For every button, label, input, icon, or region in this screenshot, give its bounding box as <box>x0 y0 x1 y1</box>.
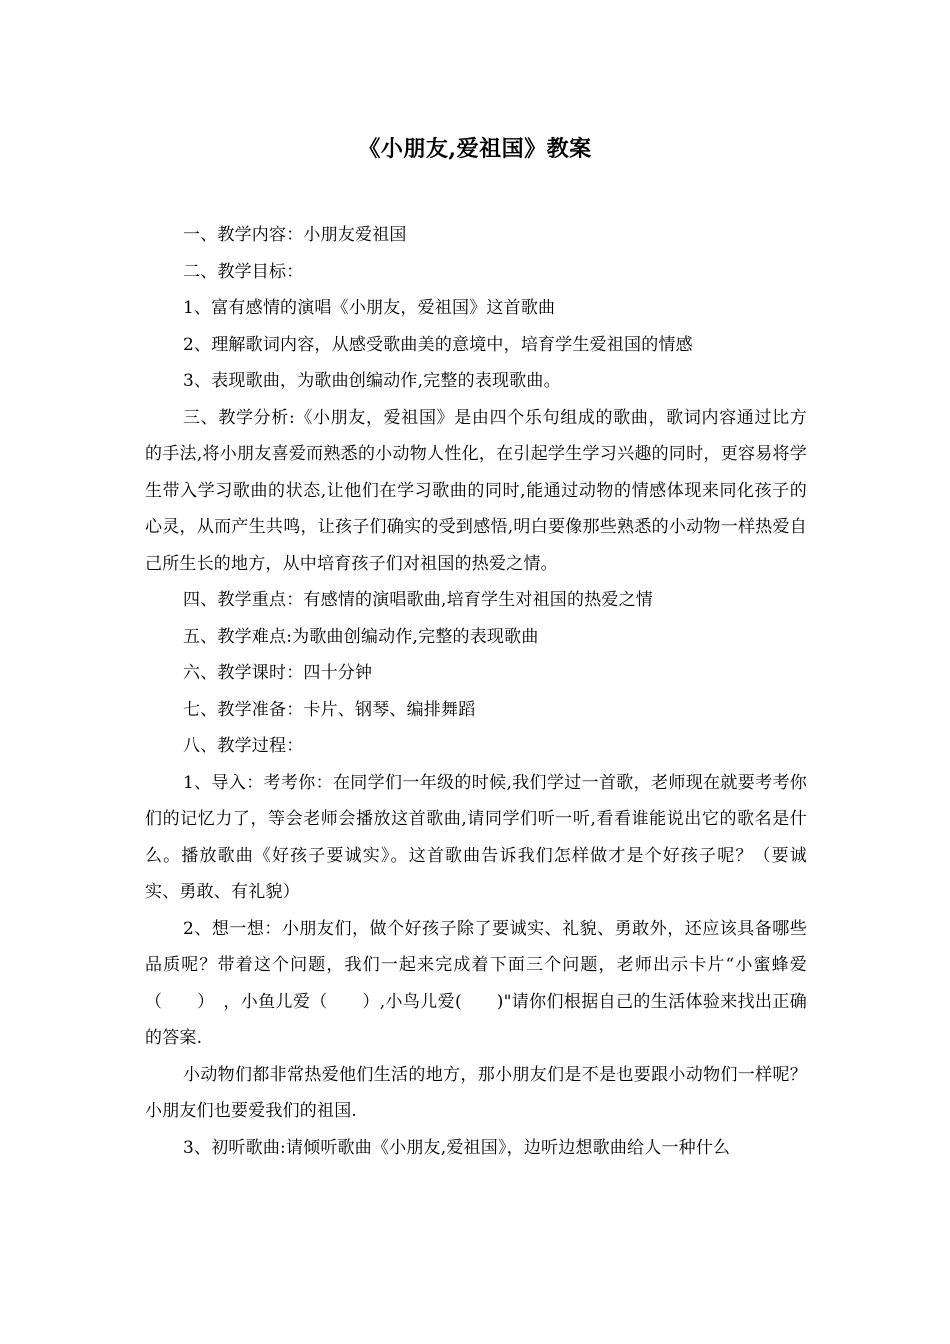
goal-3: 3、表现歌曲，为歌曲创编动作,完整的表现歌曲。 <box>183 371 561 391</box>
section-key-points: 四、教学重点：有感情的演唱歌曲,培育学生对祖国的热爱之情 <box>183 590 654 610</box>
section-content: 一、教学内容：小朋友爱祖国 <box>183 225 407 245</box>
section-goals-heading: 二、教学目标： <box>183 261 304 282</box>
process-step-3: 3、初听歌曲:请倾听歌曲《小朋友,爱祖国》，边听边想歌曲给人一种什么 <box>183 1137 731 1158</box>
document-title: 《小朋友,爱祖国》教案 <box>358 136 592 162</box>
process-step-2: 2、想一想：小朋友们，做个好孩子除了要诚实、礼貌、勇敢外，还应该具备哪些品质呢？带着这个问题，我们一起来完成着下面三个问题，老师出示卡片“小蜜蜂爱（ ） ，小鱼儿爱（ ）,小鸟儿爱( )"请你们根据自己的生活体验来找出正确的答案. <box>145 918 807 1048</box>
goal-1: 1、富有感情的演唱《小朋友，爱祖国》这首歌曲 <box>183 298 556 318</box>
section-difficulties: 五、教学难点:为歌曲创编动作,完整的表现歌曲 <box>183 626 539 647</box>
goal-2: 2、理解歌词内容，从感受歌曲美的意境中，培育学生爱祖国的情感 <box>183 334 693 355</box>
section-duration: 六、教学课时：四十分钟 <box>183 663 373 683</box>
section-preparation: 七、教学准备：卡片、钢琴、编排舞蹈 <box>183 699 476 720</box>
process-step-1: 1、导入：考考你：在同学们一年级的时候,我们学过一首歌，老师现在就要考考你们的记忆力了，等会老师会播放这首歌曲,请同学们听一听,看看谁能说出它的歌名是什么。播放歌曲《好孩子要诚实》。这首歌曲告诉我们怎样做才是个好孩子呢？（要诚实、勇敢、有礼貌） <box>145 772 807 902</box>
process-step-2-note: 小动物们都非常热爱他们生活的地方，那小朋友们是不是也要跟小动物们一样呢？小朋友们也要爱我们的祖国. <box>145 1064 807 1121</box>
document-body <box>145 217 807 1166</box>
section-analysis: 三、教学分析:《小朋友，爱祖国》是由四个乐句组成的歌曲，歌词内容通过比方的手法,将小朋友喜爱而熟悉的小动物人性化，在引起学生学习兴趣的同时，更容易将学生带入学习歌曲的状态,让他们在学习歌曲的同时,能通过动物的情感体现来同化孩子的心灵，从而产生共鸣，让孩子们确实的受到感悟,明白要像那些熟悉的小动物一样热爱自己所生长的地方，从中培育孩子们对祖国的热爱之情。 <box>145 407 807 574</box>
section-process-heading: 八、教学过程： <box>183 736 304 756</box>
